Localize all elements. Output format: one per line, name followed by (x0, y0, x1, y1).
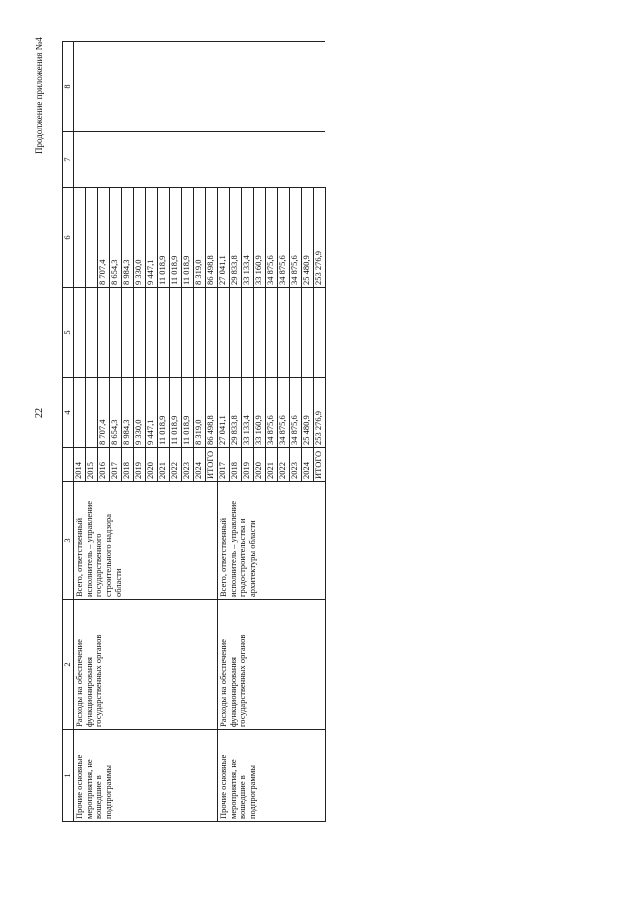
value-col4-cell: 9 330,0 (133, 378, 145, 448)
activity-name-cell: Прочие основные мероприятия, не вошедшие в подпрограммы (217, 730, 325, 822)
value-col5-cell (217, 288, 229, 378)
value-col5-cell (169, 288, 181, 378)
value-col5-cell (181, 288, 193, 378)
value-col7-cell (229, 132, 241, 188)
value-col4-cell: 34 875,6 (289, 378, 301, 448)
value-col7-cell (181, 132, 193, 188)
value-col4-cell: 8 707,4 (97, 378, 109, 448)
value-col8-cell (133, 42, 145, 132)
value-col5-cell (133, 288, 145, 378)
value-col7-cell (97, 132, 109, 188)
value-col6-cell: 11 018,9 (157, 188, 169, 288)
value-col7-cell (85, 132, 97, 188)
value-col4-cell: 34 875,6 (265, 378, 277, 448)
header-cell: 6 (63, 188, 74, 288)
value-col6-cell: 8 654,3 (109, 188, 121, 288)
value-col6-cell: 25 480,9 (301, 188, 313, 288)
value-col4-cell: 33 160,9 (253, 378, 265, 448)
value-col8-cell (241, 42, 253, 132)
value-col5-cell (157, 288, 169, 378)
value-col8-cell (301, 42, 313, 132)
year-cell: 2015 (85, 448, 97, 482)
value-col8-cell (169, 42, 181, 132)
page-number: 22 (34, 408, 45, 418)
value-col7-cell (133, 132, 145, 188)
value-col7-cell (301, 132, 313, 188)
value-col6-cell: 8 984,3 (121, 188, 133, 288)
year-cell: 2024 (193, 448, 205, 482)
value-col6-cell: 11 018,9 (181, 188, 193, 288)
header-cell: 4 (63, 378, 74, 448)
year-cell: ИТОГО (205, 448, 217, 482)
value-col8-cell (205, 42, 217, 132)
year-cell: 2019 (133, 448, 145, 482)
year-cell: 2023 (289, 448, 301, 482)
year-cell: 2022 (277, 448, 289, 482)
year-cell: 2014 (73, 448, 85, 482)
value-col7-cell (289, 132, 301, 188)
value-col6-cell: 86 498,8 (205, 188, 217, 288)
header-cell: 8 (63, 42, 74, 132)
value-col4-cell: 8 984,3 (121, 378, 133, 448)
value-col7-cell (313, 132, 325, 188)
year-cell: 2021 (265, 448, 277, 482)
value-col5-cell (277, 288, 289, 378)
header-cell: 7 (63, 132, 74, 188)
value-col8-cell (313, 42, 325, 132)
value-col6-cell: 29 833,8 (229, 188, 241, 288)
year-cell: 2018 (229, 448, 241, 482)
value-col7-cell (265, 132, 277, 188)
value-col5-cell (289, 288, 301, 378)
value-col5-cell (253, 288, 265, 378)
value-col5-cell (85, 288, 97, 378)
value-col6-cell: 253 276,9 (313, 188, 325, 288)
value-col7-cell (145, 132, 157, 188)
year-cell: 2023 (181, 448, 193, 482)
value-col6-cell (73, 188, 85, 288)
value-col8-cell (157, 42, 169, 132)
year-cell: ИТОГО (313, 448, 325, 482)
value-col8-cell (265, 42, 277, 132)
continuation-note: Продолжение приложения №4 (34, 37, 44, 154)
value-col4-cell: 27 041,1 (217, 378, 229, 448)
value-col4-cell: 11 018,9 (157, 378, 169, 448)
value-col4-cell (85, 378, 97, 448)
value-col4-cell: 9 447,1 (145, 378, 157, 448)
value-col5-cell (121, 288, 133, 378)
header-cell: 1 (63, 730, 74, 822)
value-col6-cell: 9 330,0 (133, 188, 145, 288)
value-col8-cell (145, 42, 157, 132)
value-col7-cell (121, 132, 133, 188)
value-col5-cell (109, 288, 121, 378)
header-cell: 5 (63, 288, 74, 378)
value-col7-cell (193, 132, 205, 188)
value-col6-cell: 33 160,9 (253, 188, 265, 288)
value-col6-cell: 9 447,1 (145, 188, 157, 288)
value-col8-cell (109, 42, 121, 132)
value-col4-cell: 25 480,9 (301, 378, 313, 448)
value-col5-cell (97, 288, 109, 378)
value-col4-cell: 253 276,9 (313, 378, 325, 448)
value-col4-cell: 8 319,0 (193, 378, 205, 448)
value-col8-cell (253, 42, 265, 132)
value-col6-cell: 11 018,9 (169, 188, 181, 288)
value-col7-cell (73, 132, 85, 188)
activity-name-cell: Прочие основные мероприятия, не вошедшие в подпрограммы (73, 730, 217, 822)
table-row (217, 42, 229, 822)
value-col5-cell (145, 288, 157, 378)
value-col6-cell (85, 188, 97, 288)
value-col5-cell (241, 288, 253, 378)
value-col7-cell (157, 132, 169, 188)
year-cell: 2019 (241, 448, 253, 482)
value-col4-cell: 33 133,4 (241, 378, 253, 448)
table-row (73, 42, 85, 822)
header-row (63, 42, 74, 822)
value-col6-cell: 34 875,6 (289, 188, 301, 288)
rotated-table-container (62, 42, 477, 822)
year-cell: 2022 (169, 448, 181, 482)
value-col8-cell (277, 42, 289, 132)
value-col6-cell: 34 875,6 (265, 188, 277, 288)
header-cell: 3 (63, 482, 74, 600)
executor-cell: Всего, ответственный исполнитель – управление градостроительства и архитектуры области (217, 482, 325, 600)
year-cell: 2021 (157, 448, 169, 482)
value-col4-cell: 11 018,9 (169, 378, 181, 448)
year-cell: 2020 (145, 448, 157, 482)
value-col4-cell: 11 018,9 (181, 378, 193, 448)
value-col7-cell (217, 132, 229, 188)
year-cell: 2018 (121, 448, 133, 482)
value-col5-cell (313, 288, 325, 378)
value-col7-cell (205, 132, 217, 188)
value-col6-cell: 34 875,6 (277, 188, 289, 288)
value-col8-cell (97, 42, 109, 132)
expense-type-cell: Расходы на обеспечение функционирования государственных органов (217, 600, 325, 730)
value-col8-cell (121, 42, 133, 132)
value-col7-cell (253, 132, 265, 188)
value-col5-cell (73, 288, 85, 378)
value-col6-cell: 8 707,4 (97, 188, 109, 288)
value-col8-cell (229, 42, 241, 132)
value-col8-cell (193, 42, 205, 132)
value-col4-cell: 34 875,6 (277, 378, 289, 448)
year-cell: 2020 (253, 448, 265, 482)
header-cell: 2 (63, 600, 74, 730)
value-col7-cell (169, 132, 181, 188)
program-table (62, 41, 326, 822)
value-col8-cell (289, 42, 301, 132)
value-col7-cell (277, 132, 289, 188)
value-col8-cell (73, 42, 85, 132)
value-col7-cell (109, 132, 121, 188)
year-cell: 2024 (301, 448, 313, 482)
year-cell: 2016 (97, 448, 109, 482)
value-col5-cell (229, 288, 241, 378)
value-col8-cell (85, 42, 97, 132)
value-col5-cell (193, 288, 205, 378)
value-col6-cell: 27 041,1 (217, 188, 229, 288)
value-col6-cell: 8 319,0 (193, 188, 205, 288)
value-col4-cell (73, 378, 85, 448)
value-col7-cell (241, 132, 253, 188)
year-cell: 2017 (217, 448, 229, 482)
value-col5-cell (205, 288, 217, 378)
header-cell (63, 448, 74, 482)
value-col4-cell: 29 833,8 (229, 378, 241, 448)
executor-cell: Всего, ответственный исполнитель – управление государственного строительного надзора области (73, 482, 217, 600)
value-col4-cell: 8 654,3 (109, 378, 121, 448)
value-col6-cell: 33 133,4 (241, 188, 253, 288)
value-col8-cell (217, 42, 229, 132)
value-col5-cell (265, 288, 277, 378)
year-cell: 2017 (109, 448, 121, 482)
value-col5-cell (301, 288, 313, 378)
expense-type-cell: Расходы на обеспечение функционирования государственных органов (73, 600, 217, 730)
value-col4-cell: 86 498,8 (205, 378, 217, 448)
table-body (73, 42, 325, 822)
value-col8-cell (181, 42, 193, 132)
